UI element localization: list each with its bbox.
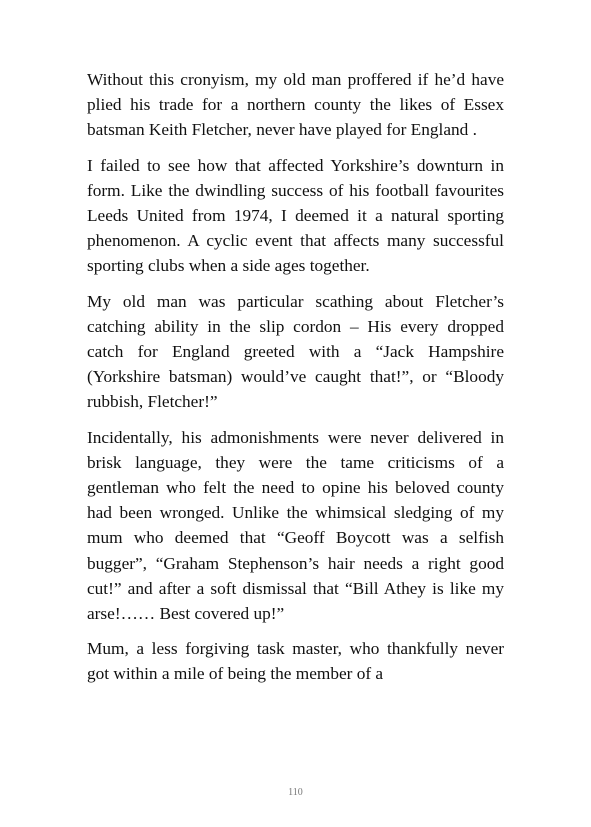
paragraph: Mum, a less forgiving task master, who thankfully never got within a mile of being the member of a [87, 639, 504, 684]
paragraph: My old man was particular scathing about Fletcher’s catching ability in the slip cordon – His every dropped catch for England greeted with a “Jack Hampshire (Yorkshire batsman) would’ve caught that!”, or “Bloody rubbish, Fletcher!” [87, 291, 504, 412]
paragraph: Incidentally, his admonishments were never delivered in brisk language, they were the tame criticisms of a gentleman who felt the need to opine his beloved county had been wronged. Unlike the whimsical sledging of my mum who deemed that “Geoff Boycott was a selfish bugger”, “Graham Stephenson’s hair needs a right good cut!” and after a soft dismissal that “Bill Athey is like my arse!…… Best covered up!” [87, 427, 504, 624]
page-number: 110 [288, 787, 303, 798]
body-text [87, 67, 504, 697]
paragraph: Without this cronyism, my old man proffered if he’d have plied his trade for a northern county the likes of Essex batsman Keith Fletcher, never have played for England . [87, 70, 504, 140]
paragraph: I failed to see how that affected Yorkshire’s downturn in form. Like the dwindling success of his football favourites Leeds United from 1974, I deemed it a natural sporting phenomenon. A cyclic event that affects many successful sporting clubs when a side ages together. [87, 155, 504, 276]
